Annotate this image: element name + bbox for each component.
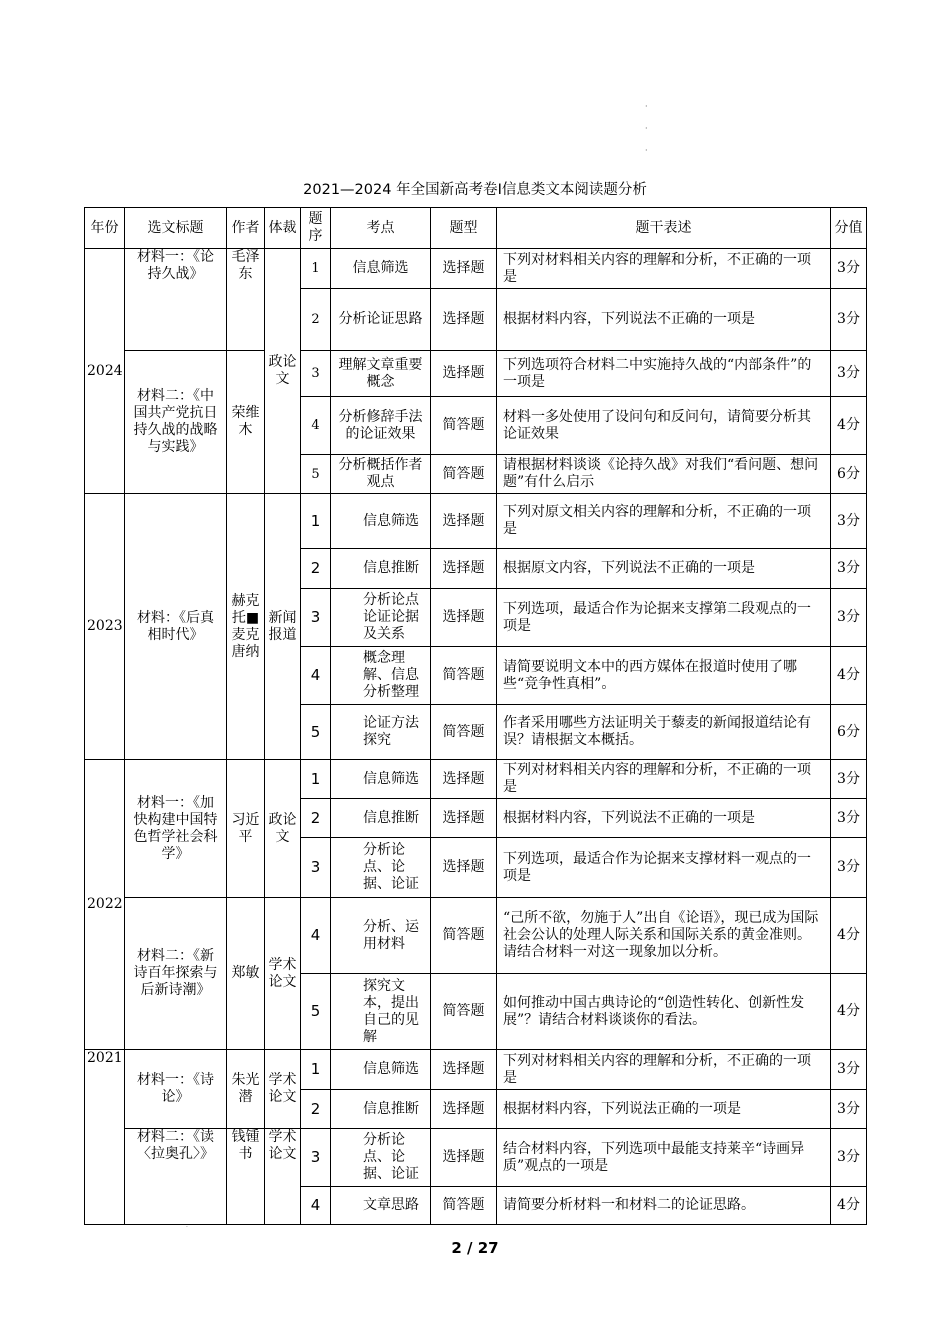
score: 3分 (831, 289, 867, 351)
question-stem: 根据材料内容，下列说法不正确的一项是 (497, 799, 831, 838)
question-stem: “己所不欲，勿施于人”出自《论语》，现已成为国际社会公认的处理人际关系和国际关系的黄金准则。请结合材料一对这一现象加以分析。 (497, 898, 831, 974)
score: 3分 (831, 494, 867, 549)
score: 3分 (831, 760, 867, 799)
question-number: 4 (301, 898, 331, 974)
question-stem: 下列选项，最适合作为论据来支撑材料一观点的一项是 (497, 838, 831, 898)
exam-point: 分析论点、论据、论证 (331, 1129, 431, 1187)
author: 钱锺书 (227, 1129, 265, 1225)
exam-point: 论证方法探究 (331, 705, 431, 760)
question-type: 简答题 (431, 705, 497, 760)
genre: 新闻报道 (265, 494, 301, 760)
question-number: 4 (301, 1187, 331, 1225)
author: 荣维木 (227, 351, 265, 494)
exam-point: 分析、运用材料 (331, 898, 431, 974)
question-stem: 请简要说明文本中的西方媒体在报道时使用了哪些“竞争性真相”。 (497, 647, 831, 705)
header-type: 题型 (431, 208, 497, 249)
question-number: 1 (301, 249, 331, 289)
header-article: 选文标题 (125, 208, 227, 249)
year-2023: 2023 (85, 494, 125, 760)
question-type: 选择题 (431, 1090, 497, 1129)
year-2021: 2021 (85, 1050, 125, 1225)
question-stem: 下列选项，最适合作为论据来支撑第二段观点的一项是 (497, 589, 831, 647)
question-stem: 请根据材料谈谈《论持久战》对我们“看问题、想问题”有什么启示 (497, 455, 831, 494)
score: 4分 (831, 898, 867, 974)
question-number: 5 (301, 974, 331, 1050)
article-title: 材料二：《中国共产党抗日持久战的战略与实践》 (125, 351, 227, 494)
header-genre: 体裁 (265, 208, 301, 249)
header-stem: 题干表述 (497, 208, 831, 249)
decorative-dots: · · · (645, 102, 648, 155)
table-row (85, 760, 867, 799)
question-stem: 下列选项符合材料二中实施持久战的“内部条件”的一项是 (497, 351, 831, 397)
article-title: 材料一：《论持久战》 (125, 249, 227, 351)
year-2024: 2024 (85, 249, 125, 494)
score: 4分 (831, 647, 867, 705)
question-type: 选择题 (431, 351, 497, 397)
question-stem: 如何推动中国古典诗论的“创造性转化、创新性发展”？请结合材料谈谈你的看法。 (497, 974, 831, 1050)
question-type: 选择题 (431, 838, 497, 898)
score: 4分 (831, 397, 867, 455)
question-number: 2 (301, 799, 331, 838)
article-title: 材料：《后真相时代》 (125, 494, 227, 760)
exam-point: 信息筛选 (331, 1050, 431, 1090)
header-order: 题序 (301, 208, 331, 249)
article-title: 材料一：《加快构建中国特色哲学社会科学》 (125, 760, 227, 898)
question-type: 选择题 (431, 549, 497, 589)
exam-point: 理解文章重要概念 (331, 351, 431, 397)
question-number: 2 (301, 289, 331, 351)
author: 朱光潜 (227, 1050, 265, 1129)
score: 3分 (831, 249, 867, 289)
score: 3分 (831, 838, 867, 898)
question-number: 3 (301, 589, 331, 647)
score: 6分 (831, 455, 867, 494)
exam-point: 分析概括作者观点 (331, 455, 431, 494)
question-stem: 下列对材料相关内容的理解和分析，不正确的一项是 (497, 760, 831, 799)
question-number: 3 (301, 351, 331, 397)
score: 3分 (831, 589, 867, 647)
page-title: 2021—2024 年全国新高考卷Ⅰ信息类文本阅读题分析 (303, 182, 647, 198)
exam-point: 信息推断 (331, 799, 431, 838)
exam-point: 信息筛选 (331, 249, 431, 289)
question-stem: 根据材料内容，下列说法不正确的一项是 (497, 289, 831, 351)
score: 3分 (831, 549, 867, 589)
question-number: 4 (301, 397, 331, 455)
exam-point: 分析论点论证论据及关系 (331, 589, 431, 647)
question-stem: 下列对原文相关内容的理解和分析，不正确的一项是 (497, 494, 831, 549)
header-row (85, 208, 867, 249)
score: 3分 (831, 1090, 867, 1129)
exam-point: 信息推断 (331, 1090, 431, 1129)
author: 赫克托■麦克唐纳 (227, 494, 265, 760)
question-stem: 请简要分析材料一和材料二的论证思路。 (497, 1187, 831, 1225)
genre: 学术论文 (265, 898, 301, 1050)
header-author: 作者 (227, 208, 265, 249)
score: 3分 (831, 351, 867, 397)
genre: 政论文 (265, 760, 301, 898)
question-type: 选择题 (431, 760, 497, 799)
exam-point: 分析论证思路 (331, 289, 431, 351)
score: 3分 (831, 1129, 867, 1187)
question-type: 简答题 (431, 898, 497, 974)
header-point: 考点 (331, 208, 431, 249)
question-stem: 根据材料内容，下列说法正确的一项是 (497, 1090, 831, 1129)
score: 3分 (831, 799, 867, 838)
score: 4分 (831, 974, 867, 1050)
question-stem: 下列对材料相关内容的理解和分析，不正确的一项是 (497, 249, 831, 289)
exam-point: 文章思路 (331, 1187, 431, 1225)
header-year: 年份 (85, 208, 125, 249)
question-number: 5 (301, 705, 331, 760)
question-number: 1 (301, 760, 331, 799)
genre: 学术论文 (265, 1129, 301, 1225)
article-title: 材料二：《读〈拉奥孔〉》 (125, 1129, 227, 1225)
question-type: 简答题 (431, 455, 497, 494)
table-row (85, 249, 867, 289)
genre: 政论文 (265, 249, 301, 494)
question-number: 3 (301, 838, 331, 898)
table-row (85, 898, 867, 974)
question-type: 简答题 (431, 974, 497, 1050)
score: 6分 (831, 705, 867, 760)
exam-point: 分析论点、论据、论证 (331, 838, 431, 898)
question-type: 简答题 (431, 1187, 497, 1225)
question-type: 选择题 (431, 289, 497, 351)
author: 习近平 (227, 760, 265, 898)
question-number: 2 (301, 549, 331, 589)
question-stem: 材料一多处使用了设问句和反问句，请简要分析其论证效果 (497, 397, 831, 455)
score: 3分 (831, 1050, 867, 1090)
header-score: 分值 (831, 208, 867, 249)
question-type: 简答题 (431, 647, 497, 705)
question-number: 2 (301, 1090, 331, 1129)
question-stem: 下列对材料相关内容的理解和分析，不正确的一项是 (497, 1050, 831, 1090)
exam-point: 信息筛选 (331, 760, 431, 799)
question-type: 选择题 (431, 494, 497, 549)
question-number: 1 (301, 1050, 331, 1090)
question-type: 选择题 (431, 1050, 497, 1090)
question-stem: 作者采用哪些方法证明关于藜麦的新闻报道结论有误？请根据文本概括。 (497, 705, 831, 760)
author: 毛泽东 (227, 249, 265, 351)
question-stem: 结合材料内容，下列选项中最能支持莱辛“诗画异质”观点的一项是 (497, 1129, 831, 1187)
exam-point: 分析修辞手法的论证效果 (331, 397, 431, 455)
question-stem: 根据原文内容，下列说法不正确的一项是 (497, 549, 831, 589)
exam-point: 概念理解、信息分析整理 (331, 647, 431, 705)
analysis-table (84, 207, 867, 1225)
question-type: 选择题 (431, 799, 497, 838)
question-number: 3 (301, 1129, 331, 1187)
author: 郑敏 (227, 898, 265, 1050)
table-row (85, 1129, 867, 1187)
table-row (85, 494, 867, 549)
exam-point: 探究文本，提出自己的见解 (331, 974, 431, 1050)
score: 4分 (831, 1187, 867, 1225)
article-title: 材料二：《新诗百年探索与后新诗潮》 (125, 898, 227, 1050)
exam-point: 信息推断 (331, 549, 431, 589)
question-number: 4 (301, 647, 331, 705)
year-2022: 2022 (85, 760, 125, 1050)
decorative-mark: · (186, 1224, 188, 1231)
table-row (85, 351, 867, 397)
exam-point: 信息筛选 (331, 494, 431, 549)
question-number: 1 (301, 494, 331, 549)
genre: 学术论文 (265, 1050, 301, 1129)
question-type: 选择题 (431, 249, 497, 289)
page-number: 2 / 27 (451, 1239, 499, 1257)
question-type: 简答题 (431, 397, 497, 455)
table-row (85, 1050, 867, 1090)
question-number: 5 (301, 455, 331, 494)
article-title: 材料一：《诗论》 (125, 1050, 227, 1129)
question-type: 选择题 (431, 1129, 497, 1187)
question-type: 选择题 (431, 589, 497, 647)
